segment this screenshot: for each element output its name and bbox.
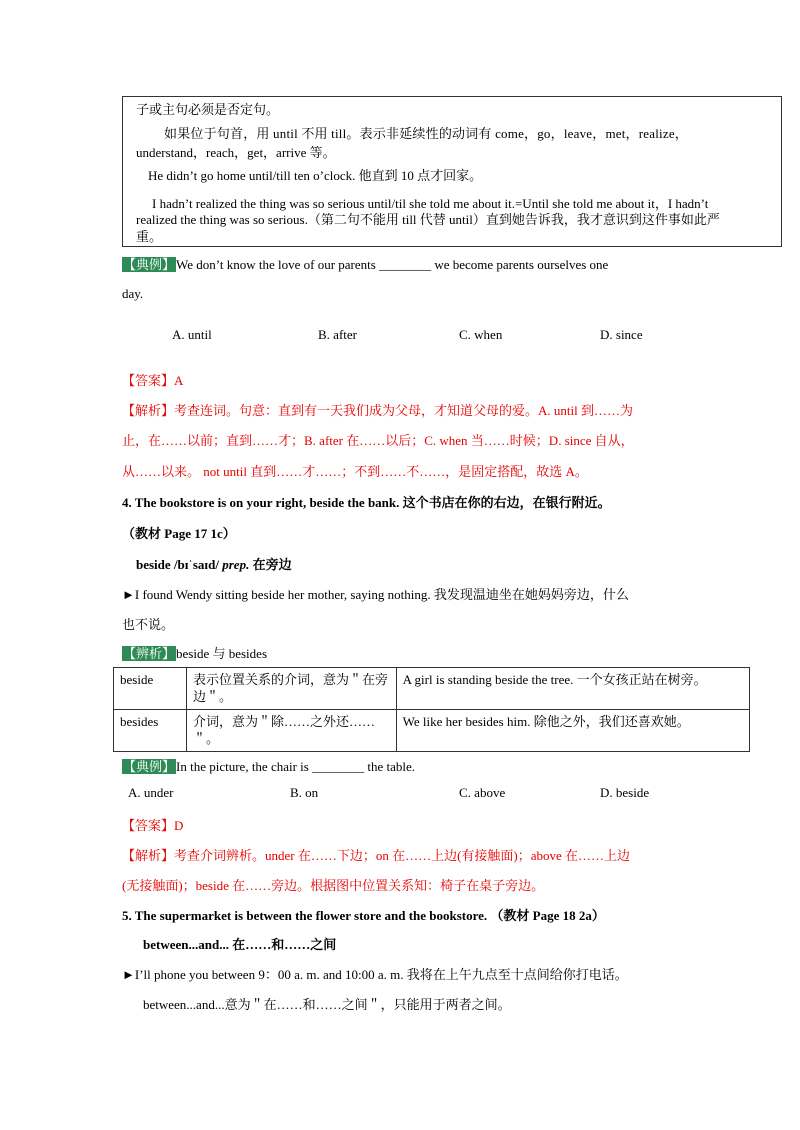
section-5-phrase: between...and... 在……和……之间 bbox=[143, 937, 337, 952]
answer-1: 【答案】A bbox=[122, 373, 184, 388]
option-a: A. under bbox=[128, 785, 174, 800]
option-d: D. since bbox=[600, 327, 643, 342]
section-5-example: ►I’ll phone you between 9：00 a. m. and 10:00 a. m. 我将在上午九点至十点间给你打电话。 bbox=[122, 967, 628, 982]
vocab-pos: prep. bbox=[222, 557, 250, 572]
box-line-3: understand，reach，get，arrive 等。 bbox=[136, 145, 336, 160]
box-line-5: I hadn’t realized the thing was so serious until/til she told me about it.=Until she told me about it，I hadn’t bbox=[152, 196, 709, 211]
answer-2: 【答案】D bbox=[122, 818, 184, 833]
box-line-7: 重。 bbox=[136, 229, 163, 244]
box-line-6: realized the thing was so serious.（第二句不能用 till 代替 until）直到她告诉我，我才意识到这件事如此严 bbox=[136, 212, 720, 227]
discrimination-heading bbox=[122, 643, 267, 662]
table-cell: A girl is standing beside the tree. 一个女孩正站在树旁。 bbox=[396, 668, 749, 710]
example-2-question-line bbox=[122, 756, 415, 775]
table-cell: 表示位置关系的介词，意为＂在旁边＂。 bbox=[186, 668, 396, 710]
table-row bbox=[114, 668, 750, 710]
section-4-source: （教材 Page 17 1c） bbox=[122, 526, 236, 541]
table-cell: besides bbox=[114, 710, 187, 752]
analysis-1-line-3: 从……以来。 not until 直到……才……；不到……不……，是固定搭配，故选 A。 bbox=[122, 464, 588, 479]
option-b: B. after bbox=[318, 327, 357, 342]
section-4-example-line-2: 也不说。 bbox=[122, 617, 175, 632]
vocab-word: beside /bɪˈsaɪd/ bbox=[136, 557, 223, 572]
example-tag: 【典例】 bbox=[123, 759, 176, 774]
option-b: B. on bbox=[290, 785, 319, 800]
example-1-question-line-2: day. bbox=[122, 286, 144, 301]
discrimination-tag: 【辨析】 bbox=[123, 646, 176, 661]
section-4-example-line-1: ►I found Wendy sitting beside her mother, saying nothing. 我发现温迪坐在她妈妈旁边，什么 bbox=[122, 587, 629, 602]
table-cell: We like her besides him. 除他之外，我们还喜欢她。 bbox=[396, 710, 749, 752]
option-d: D. beside bbox=[600, 785, 650, 800]
option-c: C. when bbox=[459, 327, 503, 342]
vocab-meaning: 在旁边 bbox=[249, 557, 292, 572]
table-cell: 介词，意为＂除……之外还……＂。 bbox=[186, 710, 396, 752]
section-5-note: between...and...意为＂在……和……之间＂，只能用于两者之间。 bbox=[143, 997, 511, 1012]
discrimination-title: beside 与 besides bbox=[176, 646, 267, 661]
example-2-question: In the picture, the chair is ________ the table. bbox=[176, 759, 415, 774]
box-line-4: He didn’t go home until/till ten o’clock. 他直到 10 点才回家。 bbox=[148, 168, 483, 183]
table-cell: beside bbox=[114, 668, 187, 710]
analysis-1-line-2: 止，在……以前；直到……才；B. after 在……以后；C. when 当……时候；D. since 自从， bbox=[122, 433, 634, 448]
option-a: A. until bbox=[172, 327, 212, 342]
vocab-entry bbox=[136, 554, 292, 573]
option-c: C. above bbox=[459, 785, 506, 800]
section-4-heading: 4. The bookstore is on your right, beside the bank. 这个书店在你的右边，在银行附近。 bbox=[122, 495, 611, 510]
comparison-table bbox=[113, 667, 750, 752]
table-row bbox=[114, 710, 750, 752]
box-line-1: 子或主句必须是否定句。 bbox=[136, 102, 280, 117]
box-line-2: 如果位于句首，用 until 不用 till。表示非延续性的动词有 come，go，leave，met，realize， bbox=[164, 126, 688, 141]
example-1-question-line-1 bbox=[122, 254, 608, 273]
analysis-2-line-1: 【解析】考查介词辨析。under 在……下边；on 在……上边(有接触面)；above 在……上边 bbox=[122, 848, 631, 863]
example-tag: 【典例】 bbox=[123, 257, 176, 272]
example-1-question: We don’t know the love of our parents ________ we become parents ourselves one bbox=[176, 257, 609, 272]
analysis-2-line-2: (无接触面)；beside 在……旁边。根据图中位置关系知：椅子在桌子旁边。 bbox=[122, 878, 545, 893]
section-5-heading: 5. The supermarket is between the flower store and the bookstore. （教材 Page 18 2a） bbox=[122, 908, 605, 923]
analysis-1-line-1: 【解析】考查连词。句意：直到有一天我们成为父母，才知道父母的爱。A. until 到……为 bbox=[122, 403, 633, 418]
